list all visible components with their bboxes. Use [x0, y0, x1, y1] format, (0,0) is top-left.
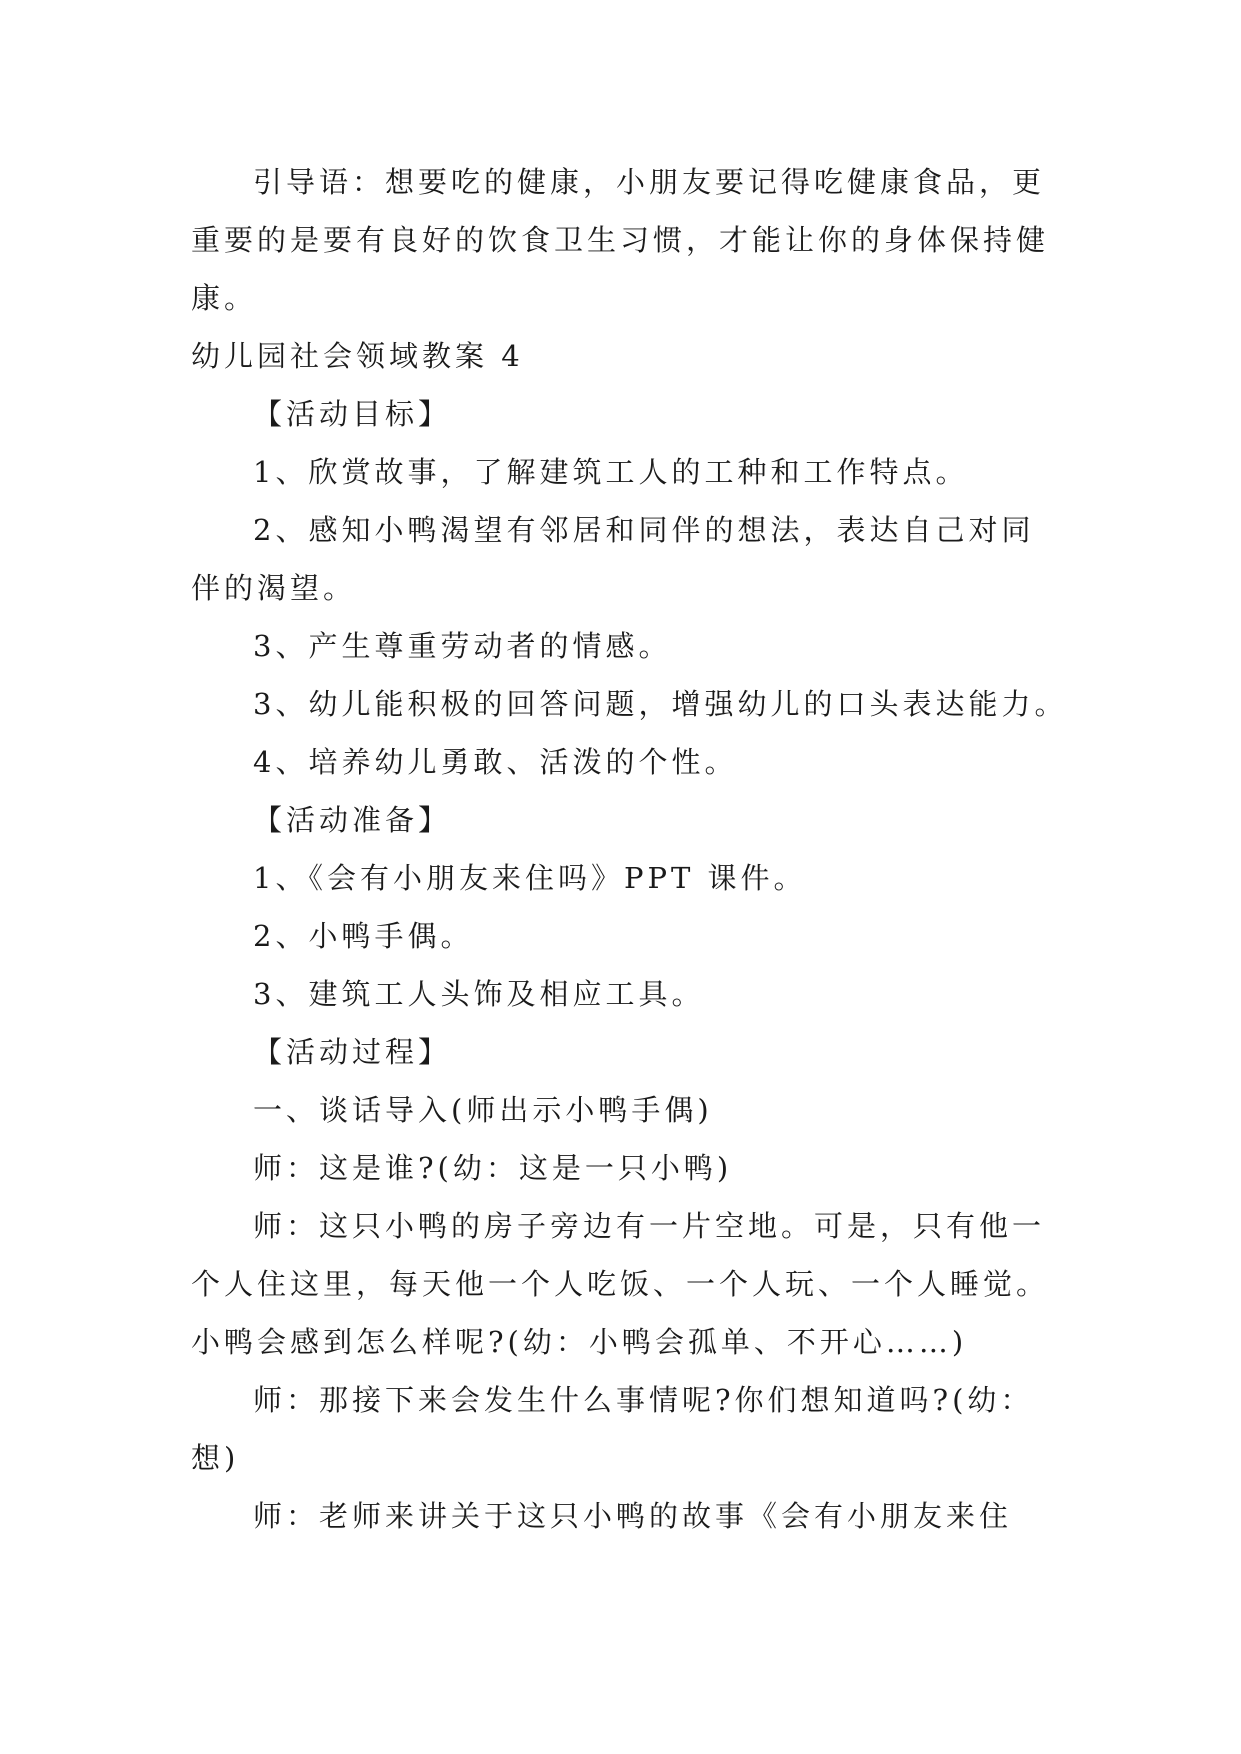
paragraph-line: 师：这是谁?(幼：这是一只小鸭): [253, 1151, 733, 1185]
paragraph-line: 个人住这里，每天他一个人吃饭、一个人玩、一个人睡觉。: [191, 1267, 1050, 1301]
list-item: 4、培养幼儿勇敢、活泼的个性。: [253, 745, 738, 779]
paragraph-line: 师：那接下来会发生什么事情呢?你们想知道吗?(幼：: [253, 1383, 1034, 1417]
paragraph-line: 想): [191, 1441, 240, 1475]
list-item: 3、产生尊重劳动者的情感。: [253, 629, 672, 663]
list-item: 1、《会有小朋友来住吗》PPT 课件。: [253, 861, 807, 895]
paragraph-line: 师：这只小鸭的房子旁边有一片空地。可是，只有他一: [253, 1209, 1046, 1243]
paragraph-line: 重要的是要有良好的饮食卫生习惯，才能让你的身体保持健: [191, 223, 1050, 257]
section-heading-preparation: 【活动准备】: [253, 803, 452, 837]
list-item: 1、欣赏故事，了解建筑工人的工种和工作特点。: [253, 455, 969, 489]
list-item-continuation: 伴的渴望。: [191, 571, 357, 605]
paragraph-line: 小鸭会感到怎么样呢?(幼：小鸭会孤单、不开心……): [191, 1325, 968, 1359]
list-item: 3、建筑工人头饰及相应工具。: [253, 977, 705, 1011]
list-item: 2、小鸭手偶。: [253, 919, 474, 953]
paragraph-line: 师：老师来讲关于这只小鸭的故事《会有小朋友来住: [253, 1499, 1013, 1533]
paragraph-line: 一、谈话导入(师出示小鸭手偶): [253, 1093, 713, 1127]
paragraph-line: 康。: [191, 281, 258, 315]
section-heading-process: 【活动过程】: [253, 1035, 452, 1069]
list-item: 2、感知小鸭渴望有邻居和同伴的想法，表达自己对同: [253, 513, 1035, 547]
list-item: 3、幼儿能积极的回答问题，增强幼儿的口头表达能力。: [253, 687, 1068, 721]
document-body: [191, 153, 1068, 1545]
section-heading-goals: 【活动目标】: [253, 397, 452, 431]
paragraph-line: 引导语：想要吃的健康，小朋友要记得吃健康食品，更: [253, 165, 1046, 199]
section-title: 幼儿园社会领域教案 4: [191, 339, 524, 373]
